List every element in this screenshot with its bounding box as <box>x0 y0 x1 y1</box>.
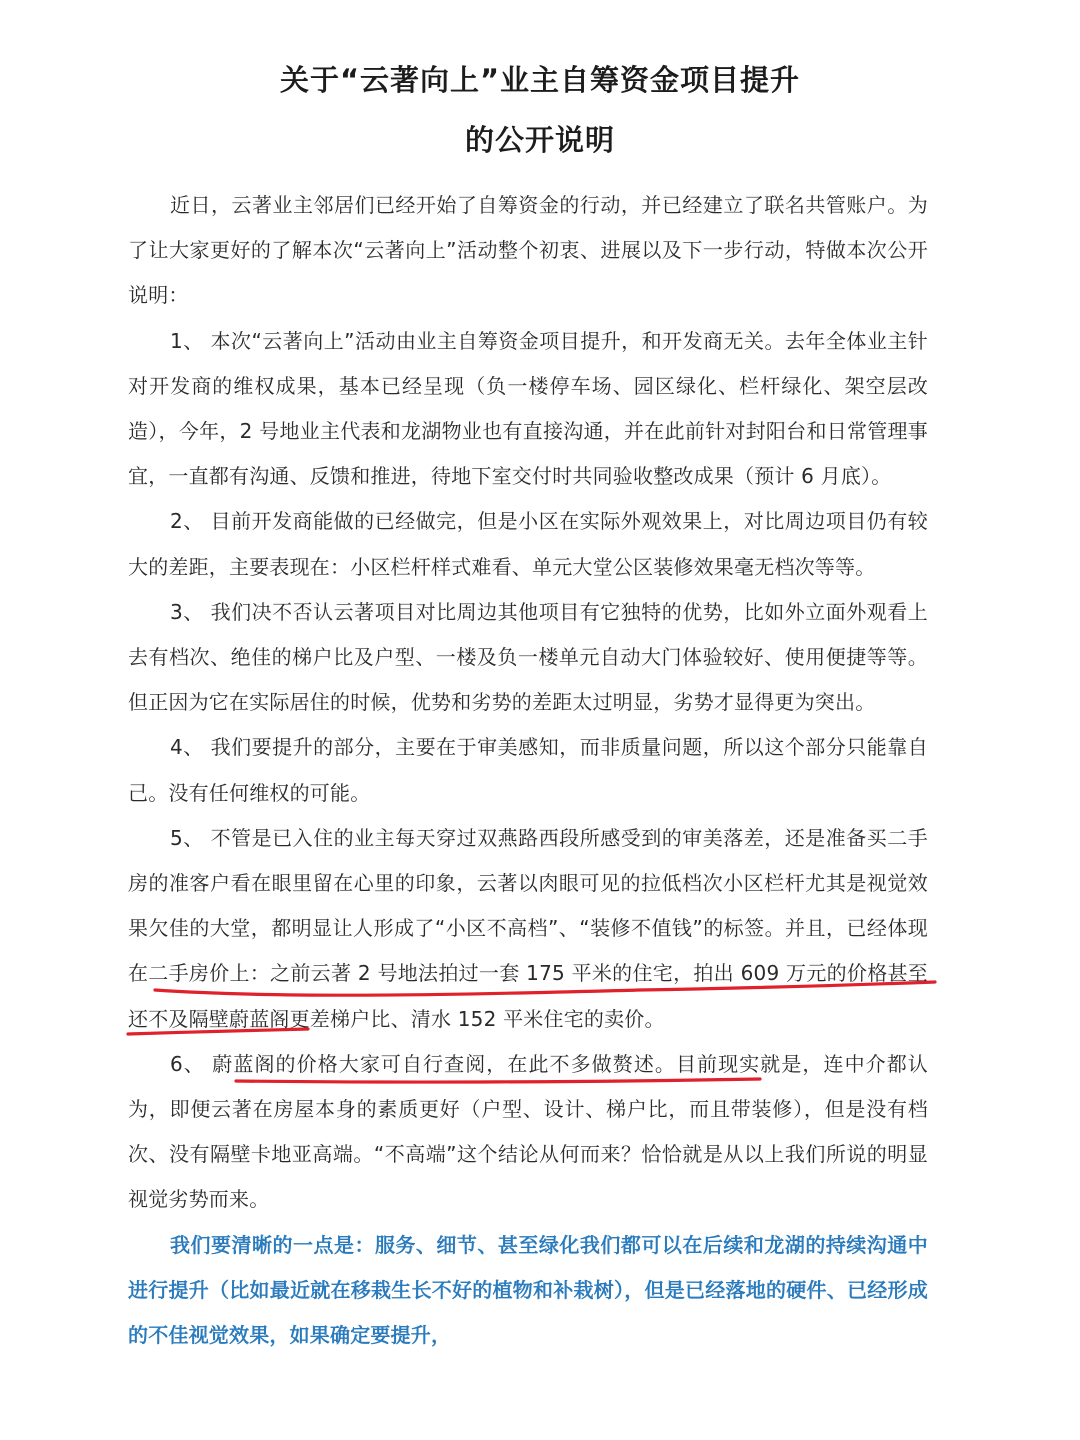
paragraph-1: 1、 本次“云著向上”活动由业主自筹资金项目提升，和开发商无关。去年全体业主针对开发商的维权成果，基本已经呈现（负一楼停车场、园区绿化、栏杆绿化、架空层改造），今年，2 号地业主代表和龙湖物业也有直接沟通，并在此前针对封阳台和日常管理事宜，一直都有沟通、反馈和推进，待地下室交付时共同验收整改成果（预计 6 月底）。 <box>128 328 928 489</box>
paragraph-2: 2、 目前开发商能做的已经做完，但是小区在实际外观效果上，对比周边项目仍有较大的差距，主要表现在：小区栏杆样式难看、单元大堂公区装修效果毫无档次等等。 <box>128 509 928 579</box>
document-body <box>128 183 928 1358</box>
intro-paragraph: 近日，云著业主邻居们已经开始了自筹资金的行动，并已经建立了联名共管账户。为了让大家更好的了解本次“云著向上”活动整个初衷、进展以及下一步行动，特做本次公开说明： <box>128 193 928 308</box>
paragraph-6: 6、 蔚蓝阁的价格大家可自行查阅，在此不多做赘述。目前现实就是，连中介都认为，即便云著在房屋本身的素质更好（户型、设计、梯户比，而且带装修），但是没有档次、没有隔壁卡地亚高端。“不高端”这个结论从何而来？恰恰就是从以上我们所说的明显视觉劣势而来。 <box>128 1051 928 1212</box>
highlight-paragraph: 我们要清晰的一点是：服务、细节、甚至绿化我们都可以在后续和龙湖的持续沟通中进行提升（比如最近就在移栽生长不好的植物和补栽树），但是已经落地的硬件、已经形成的不佳视觉效果，如果确定要提升， <box>128 1232 928 1348</box>
document-title-line-2: 的公开说明 <box>464 123 615 157</box>
paragraph-4: 4、 我们要提升的部分，主要在于审美感知，而非质量问题，所以这个部分只能靠自己。没有任何维权的可能。 <box>128 735 928 805</box>
paragraph-5: 5、 不管是已入住的业主每天穿过双燕路西段所感受到的审美落差，还是准备买二手房的准客户看在眼里留在心里的印象，云著以肉眼可见的拉低档次小区栏杆尤其是视觉效果欠佳的大堂，都明显让人形成了“小区不高档”、“装修不值钱”的标签。并且，已经体现在二手房价上：之前云著 2 号地法拍过一套 175 平米的住宅，拍出 609 万元的价格甚至还不及隔壁蔚蓝阁更差梯户比、清水 152 平米住宅的卖价。 <box>128 825 928 1031</box>
document-title-line-1: 关于“云著向上”业主自筹资金项目提升 <box>279 63 801 97</box>
paragraph-3: 3、 我们决不否认云著项目对比周边其他项目有它独特的优势，比如外立面外观看上去有档次、绝佳的梯户比及户型、一楼及负一楼单元自动大门体验较好、使用便捷等等。但正因为它在实际居住的时候，优势和劣势的差距太过明显，劣势才显得更为突出。 <box>128 599 928 715</box>
